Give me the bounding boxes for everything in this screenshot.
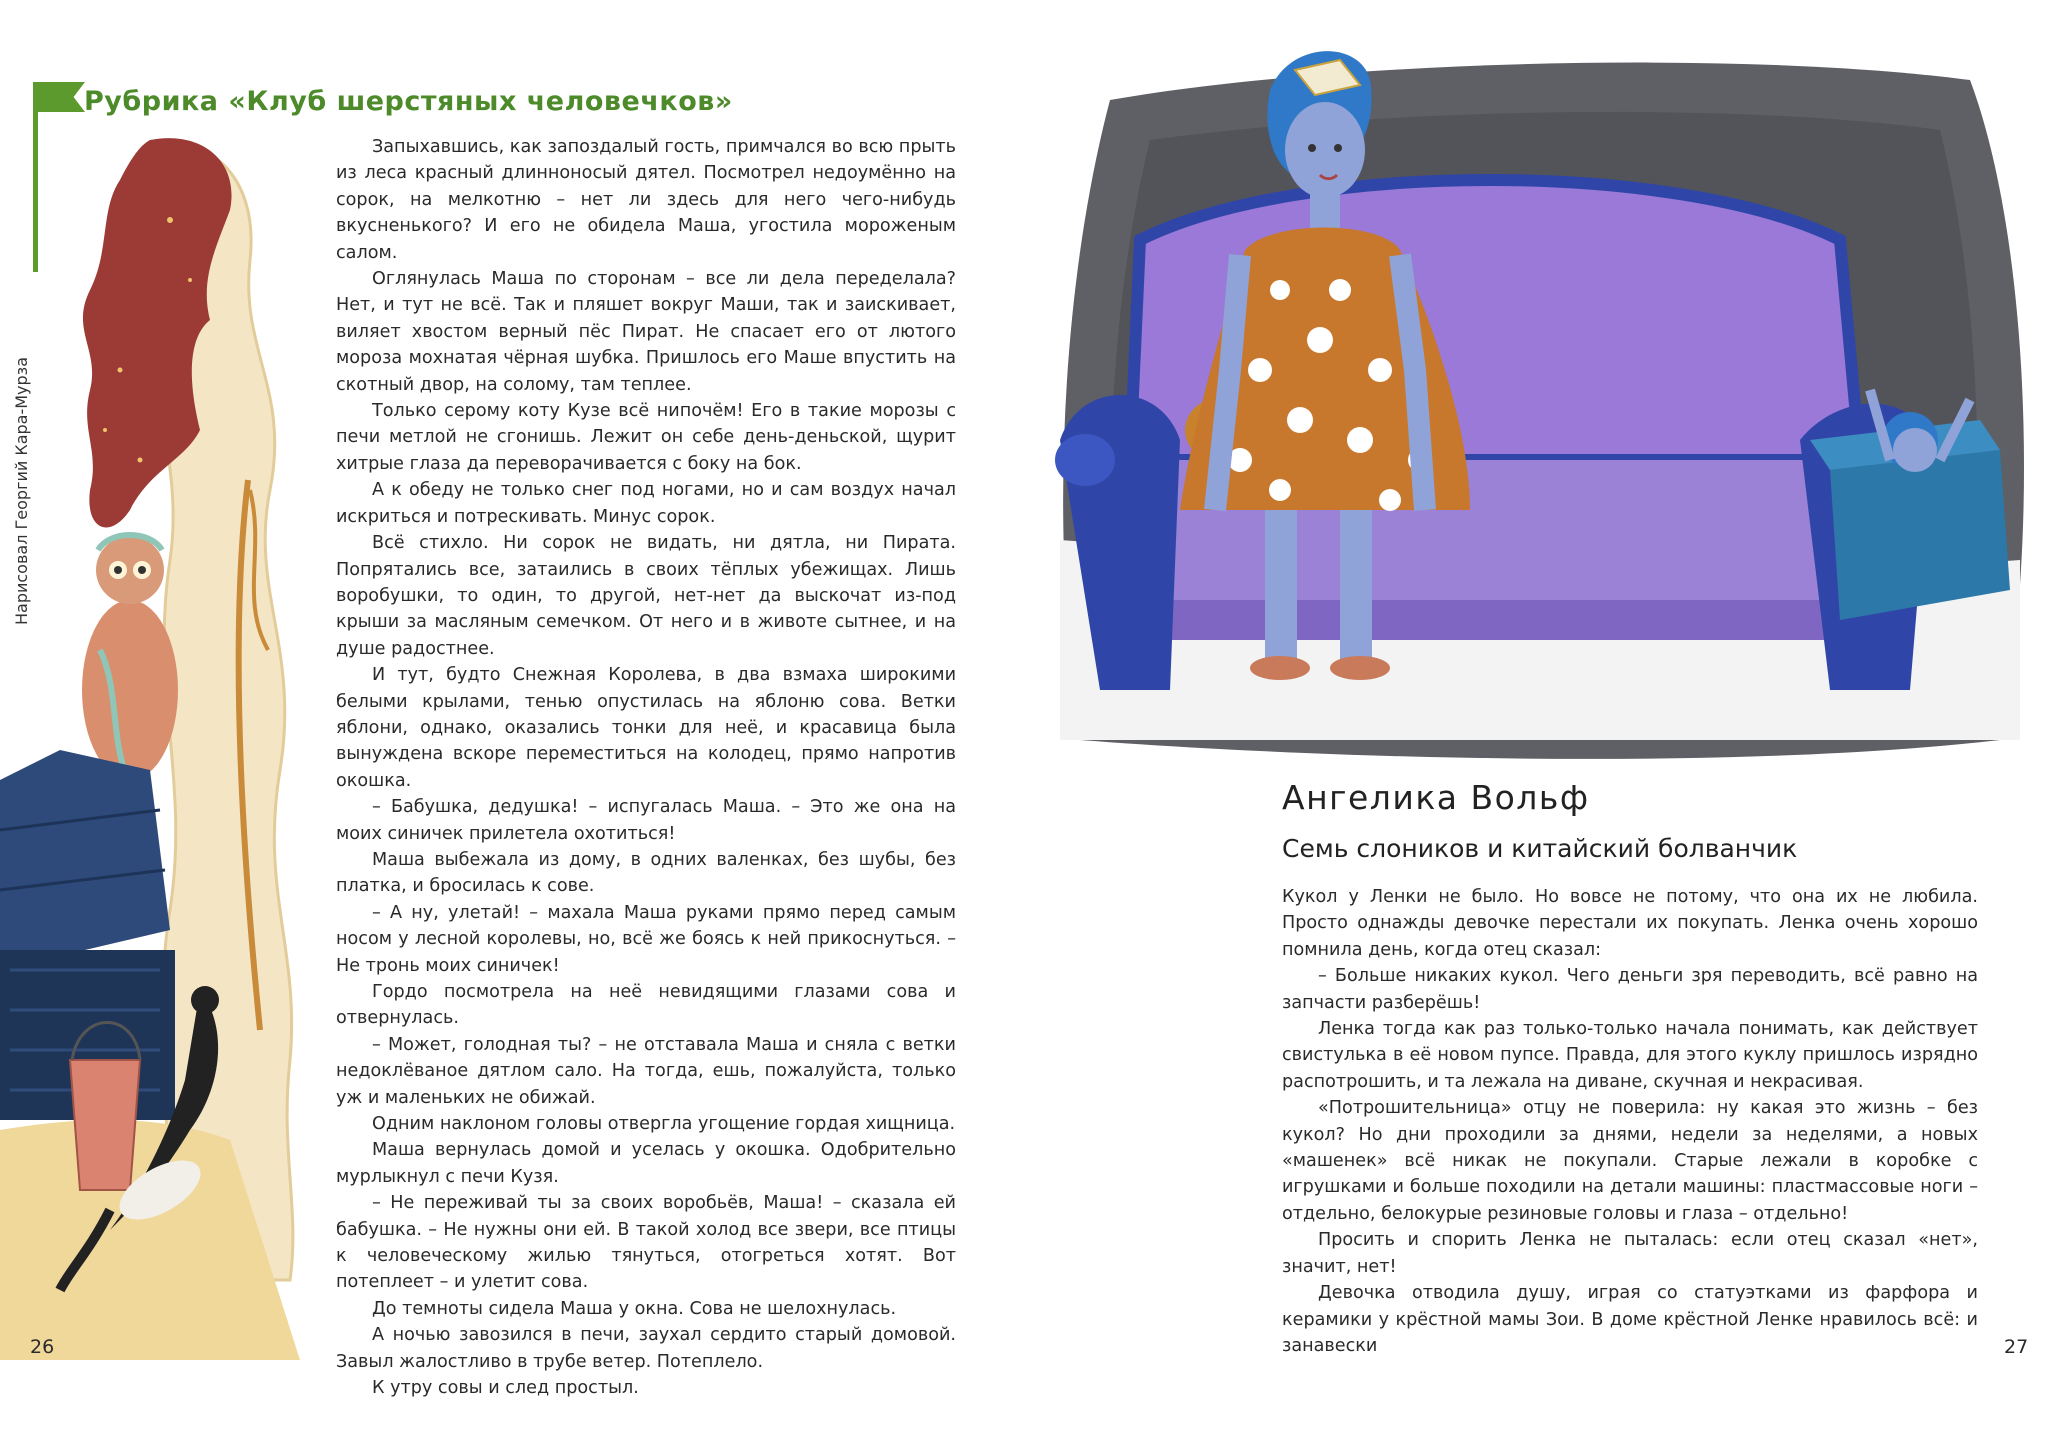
owl-figure [82, 535, 178, 780]
paragraph: Девочка отводила душу, играя со статуэтками из фарфора и керамики у крёстной мамы Зои. В доме крёстной Ленке нравилось всё: и занавески [1282, 1283, 1978, 1356]
paragraph: А к обеду не только снег под ногами, но и сам воздух начал искриться и потрескивать. Минус сорок. [336, 480, 956, 527]
paragraph: – Может, голодная ты? – не отставала Маша и сняла с ветки недоклёваное дятлом сало. На тогда, ешь, пожалуйста, только уж и маленьких не обижай. [336, 1034, 956, 1108]
paragraph: Оглянулась Маша по сторонам – все ли дела переделала? Нет, и тут не всё. Так и пляшет вокруг Маши, так и заискивает, виляет хвостом верный пёс Пират. Не спасает его от лютого мороза мохнатая чёрная шубка. Пришлось его Маше впустить на скотный двор, на солому, там теплее. [336, 269, 956, 395]
artist-credit-text: Нарисовал Георгий Кара-Мурза [12, 357, 31, 625]
paragraph: Кукол у Ленки не было. Но вовсе не потому, что она их не любила. Просто однажды девочке перестали их покупать. Ленка очень хорошо помнила день, когда отец сказал: [1282, 887, 1978, 960]
rubric-title: Рубрика «Клуб шерстяных человечков» [84, 86, 733, 117]
story-author: Ангелика Вольф [1282, 778, 1590, 817]
left-page-text [336, 134, 956, 1402]
paragraph: И тут, будто Снежная Королева, в два взмаха широкими белыми крылами, тенью опустилась на яблоню сова. Ветки яблони, однако, оказались тонки для неё, и красавица была вынуждена вскоре переместиться на колодец, прямо напротив окошка. [336, 665, 956, 791]
page-number-right: 27 [2004, 1336, 2029, 1358]
paragraph: Маша выбежала из дому, в одних валенках, без шубы, без платка, и бросилась к сове. [336, 849, 956, 897]
paragraph: Только серому коту Кузе всё нипочём! Его в такие морозы с печи метлой не сгонишь. Лежит он себе день-деньской, щурит хитрые глаза да переворачивается с боку на бок. [336, 401, 956, 474]
paragraph: Маша вернулась домой и уселась у окошка. Одобрительно мурлыкнул с печи Кузя. [336, 1140, 956, 1187]
left-illustration [0, 130, 330, 1360]
paragraph: Ленка тогда как раз только-только начала понимать, как действует свистулька в её новом пупсе. Правда, для этого куклу пришлось изрядно распотрошить, и та лежала на диване, скучная и некрасивая. [1282, 1019, 1978, 1092]
paragraph: – А ну, улетай! – махала Маша руками прямо перед самым носом у лесной королевы, но, всё же боясь к ней прикоснуться. – Не тронь моих синичек! [336, 902, 956, 976]
right-illustration [1040, 40, 2040, 780]
paragraph: Одним наклоном головы отвергла угощение гордая хищница. [372, 1114, 956, 1135]
paragraph: – Больше никаких кукол. Чего деньги зря переводить, всё равно на запчасти разберёшь! [1282, 966, 1978, 1013]
paragraph: Гордо посмотрела на неё невидящими глазами сова и отвернулась. [336, 982, 956, 1029]
paragraph: «Потрошительница» отцу не поверила: ну какая это жизнь – без кукол? Но дни проходили за днями, недели за неделями, а новых «машенек» всё никак не покупали. Старые лежали в коробке с игрушками и больше походили на детали машины: пластмассовые ноги – отдельно, белокурые резиновые головы и глаза – отдельно! [1282, 1098, 1978, 1224]
paragraph: До темноты сидела Маша у окна. Сова не шелохнулась. [372, 1298, 897, 1319]
paragraph: Запыхавшись, как запоздалый гость, примчался во всю прыть из леса красный длинноносый дятел. Посмотрел недоумённо на сорок, на мелкотню – нет ли здесь для него чего-нибудь вкусненького? И его не обидела Маша, угостила мороженым салом. [336, 137, 956, 263]
paragraph: – Бабушка, дедушка! – испугалась Маша. – Это же она на моих синичек прилетела охотиться! [336, 797, 956, 844]
right-page-text [1282, 884, 1978, 1359]
rubric-flag-icon [33, 82, 85, 112]
paragraph: А ночью завозился в печи, заухал сердито старый домовой. Завыл жалостливо в трубе ветер. Потеплело. [336, 1325, 956, 1372]
paragraph: К утру совы и след простыл. [372, 1378, 639, 1399]
page-number-left: 26 [30, 1336, 55, 1358]
paragraph: Просить и спорить Ленка не пыталась: если отец сказал «нет», значит, нет! [1282, 1230, 1978, 1277]
well-roof [0, 750, 170, 970]
paragraph: Всё стихло. Ни сорок не видать, ни дятла, ни Пирата. Попрятались все, затаились в своих тёплых убежищах. Лишь воробушки, то один, то другой, нет-нет да выскочат из-под крыши за масляным семечком. От него и в животе сытнее, и на душе радостнее. [336, 533, 956, 659]
story-title: Семь слоников и китайский болванчик [1282, 834, 1798, 863]
paragraph: – Не переживай ты за своих воробьёв, Маша! – сказала ей бабушка. – Не нужны они ей. В такой холод все звери, все птицы к человеческому жилью тянуться, отогреться хотят. Вот потеплеет – и улетит сова. [336, 1193, 956, 1293]
